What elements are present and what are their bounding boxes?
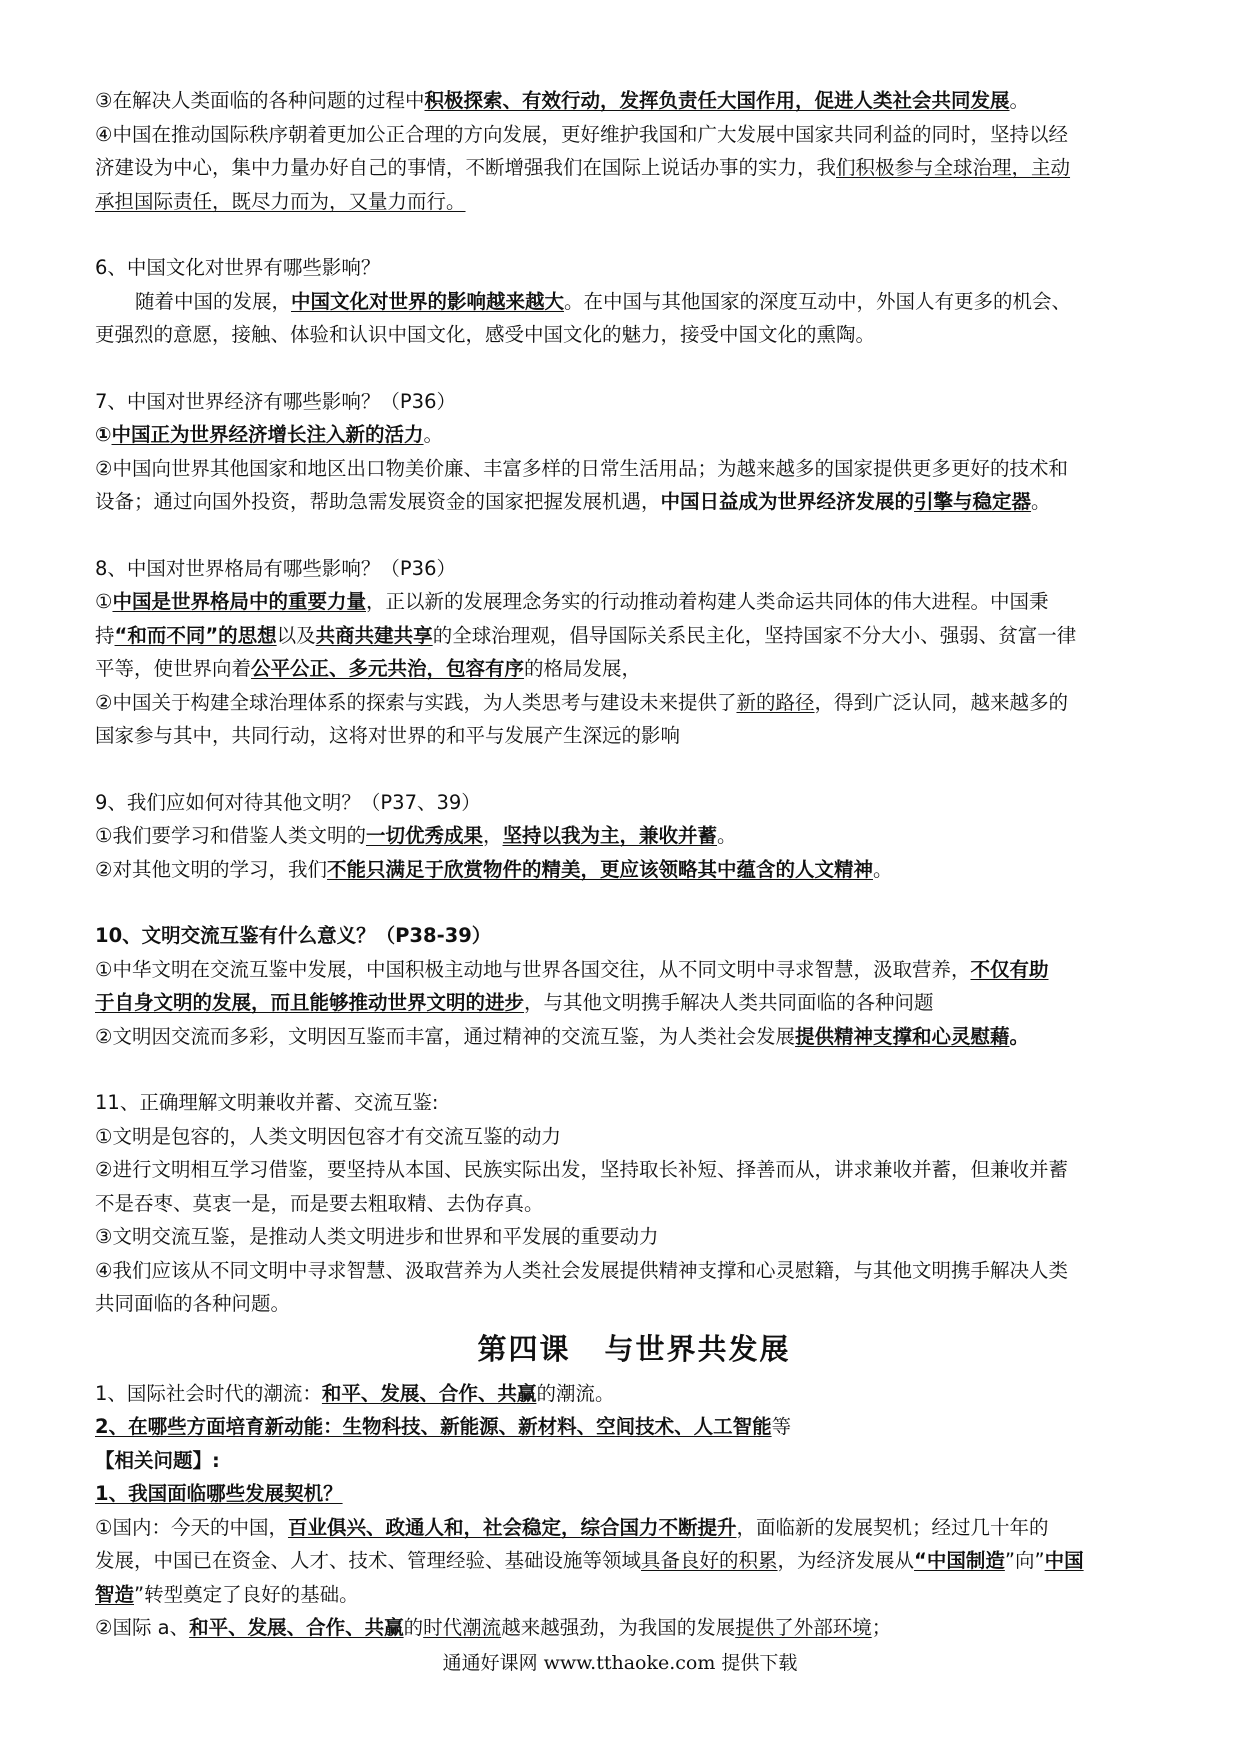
key-point: 共商共建共享 xyxy=(315,623,433,647)
q8-line-1: ①中国是世界格局中的重要力量，正以新的发展理念务实的行动推动着构建人类命运共同体的伟大进程。中国秉 xyxy=(95,590,1049,613)
q5-line-4c: 承担国际责任，既尽力而为，又量力而行。 xyxy=(95,189,466,213)
q10-line-1: ①中华文明在交流互鉴中发展，中国积极主动地与世界各国交往，从不同文明中寻求智慧，汲取营养，不仅有助 xyxy=(95,957,1049,981)
key-point: 一切优秀成果 xyxy=(365,824,483,847)
q7-line-3: 设备；通过向国外投资，帮助急需发展资金的国家把握发展机遇，中国日益成为世界经济发展的引擎与稳定器。 xyxy=(95,490,1051,513)
key-point: 不仅有助 xyxy=(970,957,1049,981)
q9-line-1: ①我们要学习和借鉴人类文明的一切优秀成果，坚持以我为主，兼收并蓄。 xyxy=(95,824,737,847)
q6-line-2: 更强烈的意愿，接触、体验和认识中国文化，感受中国文化的魅力，接受中国文化的熏陶。 xyxy=(95,323,876,346)
l4-q1-line-4: ②国际 a、和平、发展、合作、共赢的时代潮流越来越强劲，为我国的发展提供了外部环境； xyxy=(95,1616,892,1639)
l4-point-2: 2、在哪些方面培育新动能：生物科技、新能源、新材料、空间技术、人工智能等 xyxy=(95,1415,792,1438)
key-point: 中国正为世界经济增长注入新的活力 xyxy=(111,423,424,446)
l4-q1-line-3: 智造”转型奠定了良好的基础。 xyxy=(95,1582,359,1606)
q5-line-4b: 济建设为中心，集中力量办好自己的事情，不断增强我们在国际上说话办事的实力，我们积极参与全球治理，主动 xyxy=(95,156,1071,179)
key-point: 提供精神支撑和心灵慰藉 xyxy=(794,1024,1010,1048)
q8-line-3: 平等，使世界向着公平公正、多元共治，包容有序的格局发展， xyxy=(95,657,642,680)
key-point: “和而不同”的思想 xyxy=(114,623,277,647)
q11-line-6: 共同面临的各种问题。 xyxy=(95,1292,291,1315)
q8-line-2: 持“和而不同”的思想以及共商共建共享的全球治理观，倡导国际关系民主化，坚持国家不分大小、强弱、贫富一律 xyxy=(95,623,1077,647)
q11-line-5: ④我们应该从不同文明中寻求智慧、汲取营养为人类社会发展提供精神支撑和心灵慰籍，与其他文明携手解决人类 xyxy=(95,1258,1068,1282)
q11-line-3: 不是吞枣、莫衷一是，而是要去粗取精、去伪存真。 xyxy=(95,1191,544,1215)
l4-point-1: 1、国际社会时代的潮流：和平、发展、合作、共赢的潮流。 xyxy=(95,1381,615,1405)
q8-line-4: ②中国关于构建全球治理体系的探索与实践，为人类思考与建设未来提供了新的路径，得到广泛认同，越来越多的 xyxy=(95,690,1069,714)
q8-title: 8、中国对世界格局有哪些影响？（P36） xyxy=(95,556,456,580)
footer: 通通好课网 www.tthaoke.com 提供下载 xyxy=(442,1652,798,1674)
l4-q1-title: 1、我国面临哪些发展契机？ xyxy=(95,1482,343,1505)
q7-line-1: ①中国正为世界经济增长注入新的活力。 xyxy=(95,423,444,446)
q11-line-2: ②进行文明相互学习借鉴，要坚持从本国、民族实际出发，坚持取长补短、择善而从，讲求兼收并蓄，但兼收并蓄 xyxy=(95,1158,1068,1181)
q6-line-1: 随着中国的发展，中国文化对世界的影响越来越大。在中国与其他国家的深度互动中，外国人有更多的机会、 xyxy=(135,289,1072,313)
key-point: 和平、发展、合作、共赢 xyxy=(321,1381,537,1405)
q7-line-2: ②中国向世界其他国家和地区出口物美价廉、丰富多样的日常生活用品；为越来越多的国家提供更多更好的技术和 xyxy=(95,456,1068,480)
q11-line-4: ③文明交流互鉴，是推动人类文明进步和世界和平发展的重要动力 xyxy=(95,1225,659,1248)
q7-title: 7、中国对世界经济有哪些影响？（P36） xyxy=(95,389,456,413)
key-point: 中国是世界格局中的重要力量 xyxy=(112,590,366,613)
l4-q1-line-1: ①国内：今天的中国，百业俱兴、政通人和，社会稳定，综合国力不断提升，面临新的发展契机；经过几十年的 xyxy=(95,1515,1049,1539)
key-point: 和平、发展、合作、共赢 xyxy=(189,1616,404,1639)
q6-title: 6、中国文化对世界有哪些影响？ xyxy=(95,256,381,279)
key-point: 坚持以我为主，兼收并蓄 xyxy=(502,824,718,847)
key-point: 公平公正、多元共治，包容有序 xyxy=(251,657,525,680)
key-point: 积极探索、有效行动，发挥负责任大国作用，促进人类社会共同发展 xyxy=(424,89,1010,112)
lesson-title: 第四课 与世界共发展 xyxy=(477,1331,791,1366)
q9-line-2: ②对其他文明的学习，我们不能只满足于欣赏物件的精美，更应该领略其中蕴含的人文精神。 xyxy=(95,857,893,881)
key-point: 引擎与稳定器 xyxy=(914,490,1032,513)
q11-title: 11、正确理解文明兼收并蓄、交流互鉴: xyxy=(95,1091,439,1114)
content xyxy=(95,84,1173,1645)
key-point: 百业俱兴、政通人和，社会稳定，综合国力不断提升 xyxy=(287,1515,737,1539)
q5-line-3: ③在解决人类面临的各种问题的过程中积极探索、有效行动，发挥负责任大国作用，促进人类社会共同发展。 xyxy=(95,89,1030,112)
related-questions-heading: 【相关问题】: xyxy=(95,1448,220,1472)
q8-line-5: 国家参与其中，共同行动，这将对世界的和平与发展产生深远的影响 xyxy=(95,724,681,747)
q10-title: 10、文明交流互鉴有什么意义？（P38-39） xyxy=(95,924,492,947)
key-point: 生物科技、新能源、新材料、空间技术、人工智能 xyxy=(342,1415,772,1438)
q11-line-1: ①文明是包容的，人类文明因包容才有交流互鉴的动力 xyxy=(95,1124,561,1148)
q9-title: 9、我们应如何对待其他文明？（P37、39） xyxy=(95,790,481,814)
key-point: 中国文化对世界的影响越来越大 xyxy=(291,289,565,313)
q5-line-4a: ④中国在推动国际秩序朝着更加公正合理的方向发展，更好维护我国和广大发展中国家共同利益的同时，坚持以经 xyxy=(95,122,1068,146)
l4-q1-line-2: 发展，中国已在资金、人才、技术、管理经验、基础设施等领域具备良好的积累，为经济发展从“中国制造”向”中国 xyxy=(95,1549,1084,1572)
q10-line-3: ②文明因交流而多彩，文明因互鉴而丰富，通过精神的交流互鉴，为人类社会发展提供精神支撑和心灵慰藉。 xyxy=(95,1024,1030,1048)
key-point: 不能只满足于欣赏物件的精美，更应该领略其中蕴含的人文精神 xyxy=(326,857,873,881)
key-point: 于自身文明的发展，而且能够推动世界文明的进步 xyxy=(95,991,525,1014)
q10-line-2: 于自身文明的发展，而且能够推动世界文明的进步，与其他文明携手解决人类共同面临的各种问题 xyxy=(95,991,934,1014)
